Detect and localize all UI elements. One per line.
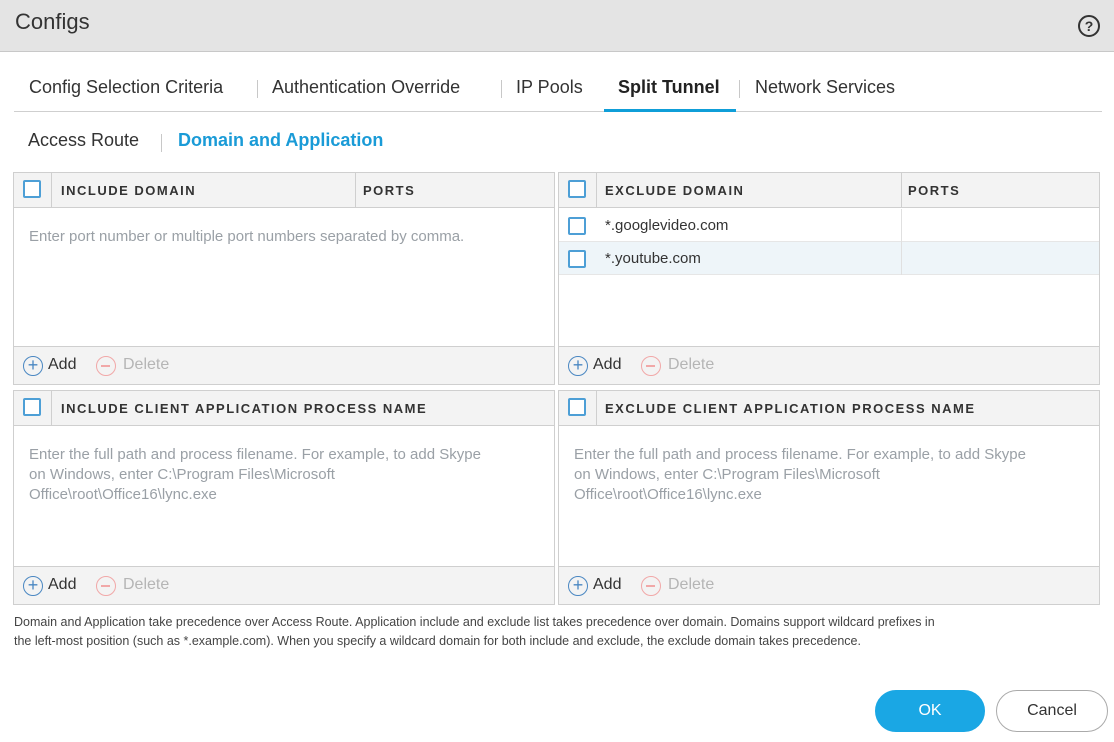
include-app-placeholder	[29, 445, 481, 505]
tab-ip-pools[interactable]: IP Pools	[516, 77, 583, 97]
exclude-app-footer	[559, 566, 1099, 604]
exclude-domain-ports-column-header[interactable]: PORTS	[908, 183, 961, 198]
placeholder-line: Office\root\Office16\lync.exe	[29, 486, 217, 503]
add-icon[interactable]: +	[568, 576, 588, 596]
include-app-panel	[13, 390, 555, 605]
table-row[interactable]	[559, 209, 1099, 242]
include-domain-footer	[14, 346, 554, 384]
row-checkbox[interactable]	[568, 250, 586, 268]
exclude-domain-delete-button: Delete	[668, 356, 715, 373]
include-app-add-button[interactable]: Add	[48, 576, 77, 593]
note-line: the left-most position (such as *.example.com). When you specify a wildcard domain for both include and exclude, the exclude domain takes precedence.	[14, 634, 861, 648]
exclude-domain-column-header[interactable]: EXCLUDE DOMAIN	[605, 183, 745, 198]
exclude-domain-panel	[558, 172, 1100, 385]
tab-config-selection-criteria[interactable]: Config Selection Criteria	[29, 77, 224, 97]
delete-icon	[641, 356, 661, 376]
add-icon[interactable]: +	[23, 576, 43, 596]
help-icon[interactable]: ?	[1078, 15, 1100, 37]
delete-icon	[96, 576, 116, 596]
column-divider	[51, 173, 52, 208]
table-row[interactable]	[559, 242, 1099, 275]
placeholder-line: Enter the full path and process filename. For example, to add Skype	[574, 446, 1026, 463]
tab-authentication-override[interactable]: Authentication Override	[272, 77, 461, 97]
exclude-app-delete-button: Delete	[668, 576, 715, 593]
exclude-app-panel	[558, 390, 1100, 605]
column-divider	[355, 173, 356, 208]
row-checkbox[interactable]	[568, 217, 586, 235]
add-icon[interactable]: +	[568, 356, 588, 376]
exclude-domain-header	[559, 173, 1099, 208]
column-divider	[51, 391, 52, 426]
delete-icon	[96, 356, 116, 376]
include-domain-delete-button: Delete	[123, 356, 170, 373]
tab-split-tunnel[interactable]: Split Tunnel	[618, 77, 720, 97]
tab-bar	[14, 66, 1102, 112]
tab-network-services[interactable]: Network Services	[755, 77, 896, 97]
dialog-title: Configs	[15, 9, 90, 34]
column-divider	[901, 209, 902, 242]
include-app-delete-button: Delete	[123, 576, 170, 593]
ok-button[interactable]: OK	[875, 690, 985, 732]
placeholder-line: Office\root\Office16\lync.exe	[574, 486, 762, 503]
placeholder-line: on Windows, enter C:\Program Files\Microsoft	[29, 466, 335, 483]
include-app-footer	[14, 566, 554, 604]
include-app-header	[14, 391, 554, 426]
dialog-titlebar	[0, 0, 1114, 52]
include-app-select-all-checkbox[interactable]	[23, 398, 41, 416]
placeholder-line: Enter the full path and process filename. For example, to add Skype	[29, 446, 481, 463]
exclude-app-column-header[interactable]: EXCLUDE CLIENT APPLICATION PROCESS NAME	[605, 401, 976, 416]
include-domain-header	[14, 173, 554, 208]
include-app-column-header[interactable]: INCLUDE CLIENT APPLICATION PROCESS NAME	[61, 401, 428, 416]
subtab-access-route[interactable]: Access Route	[28, 130, 140, 150]
exclude-app-select-all-checkbox[interactable]	[568, 398, 586, 416]
note-line: Domain and Application take precedence over Access Route. Application include and exclude list takes precedence over domain. Domains support wildcard prefixes in	[14, 615, 935, 629]
cancel-button[interactable]: Cancel	[996, 690, 1108, 732]
exclude-app-placeholder	[574, 445, 1026, 505]
column-divider	[596, 173, 597, 208]
column-divider	[596, 391, 597, 426]
tab-divider	[257, 80, 258, 98]
exclude-domain-cell: *.youtube.com	[605, 250, 701, 267]
exclude-domain-cell: *.googlevideo.com	[605, 217, 729, 234]
exclude-app-header	[559, 391, 1099, 426]
include-domain-column-header[interactable]: INCLUDE DOMAIN	[61, 183, 197, 198]
column-divider	[901, 173, 902, 208]
tab-divider	[501, 80, 502, 98]
active-tab-indicator	[604, 109, 736, 112]
subtab-domain-and-application[interactable]: Domain and Application	[178, 130, 384, 150]
subtab-divider	[161, 134, 162, 152]
tab-divider	[739, 80, 740, 98]
add-icon[interactable]: +	[23, 356, 43, 376]
column-divider	[901, 242, 902, 275]
exclude-app-add-button[interactable]: Add	[593, 576, 622, 593]
precedence-note	[14, 613, 1104, 651]
include-domain-panel	[13, 172, 555, 385]
delete-icon	[641, 576, 661, 596]
placeholder-line: on Windows, enter C:\Program Files\Microsoft	[574, 466, 880, 483]
exclude-domain-add-button[interactable]: Add	[593, 356, 622, 373]
exclude-domain-footer	[559, 346, 1099, 384]
exclude-domain-select-all-checkbox[interactable]	[568, 180, 586, 198]
include-domain-add-button[interactable]: Add	[48, 356, 77, 373]
include-domain-placeholder: Enter port number or multiple port numbers separated by comma.	[29, 228, 465, 245]
include-domain-ports-column-header[interactable]: PORTS	[363, 183, 416, 198]
include-domain-select-all-checkbox[interactable]	[23, 180, 41, 198]
